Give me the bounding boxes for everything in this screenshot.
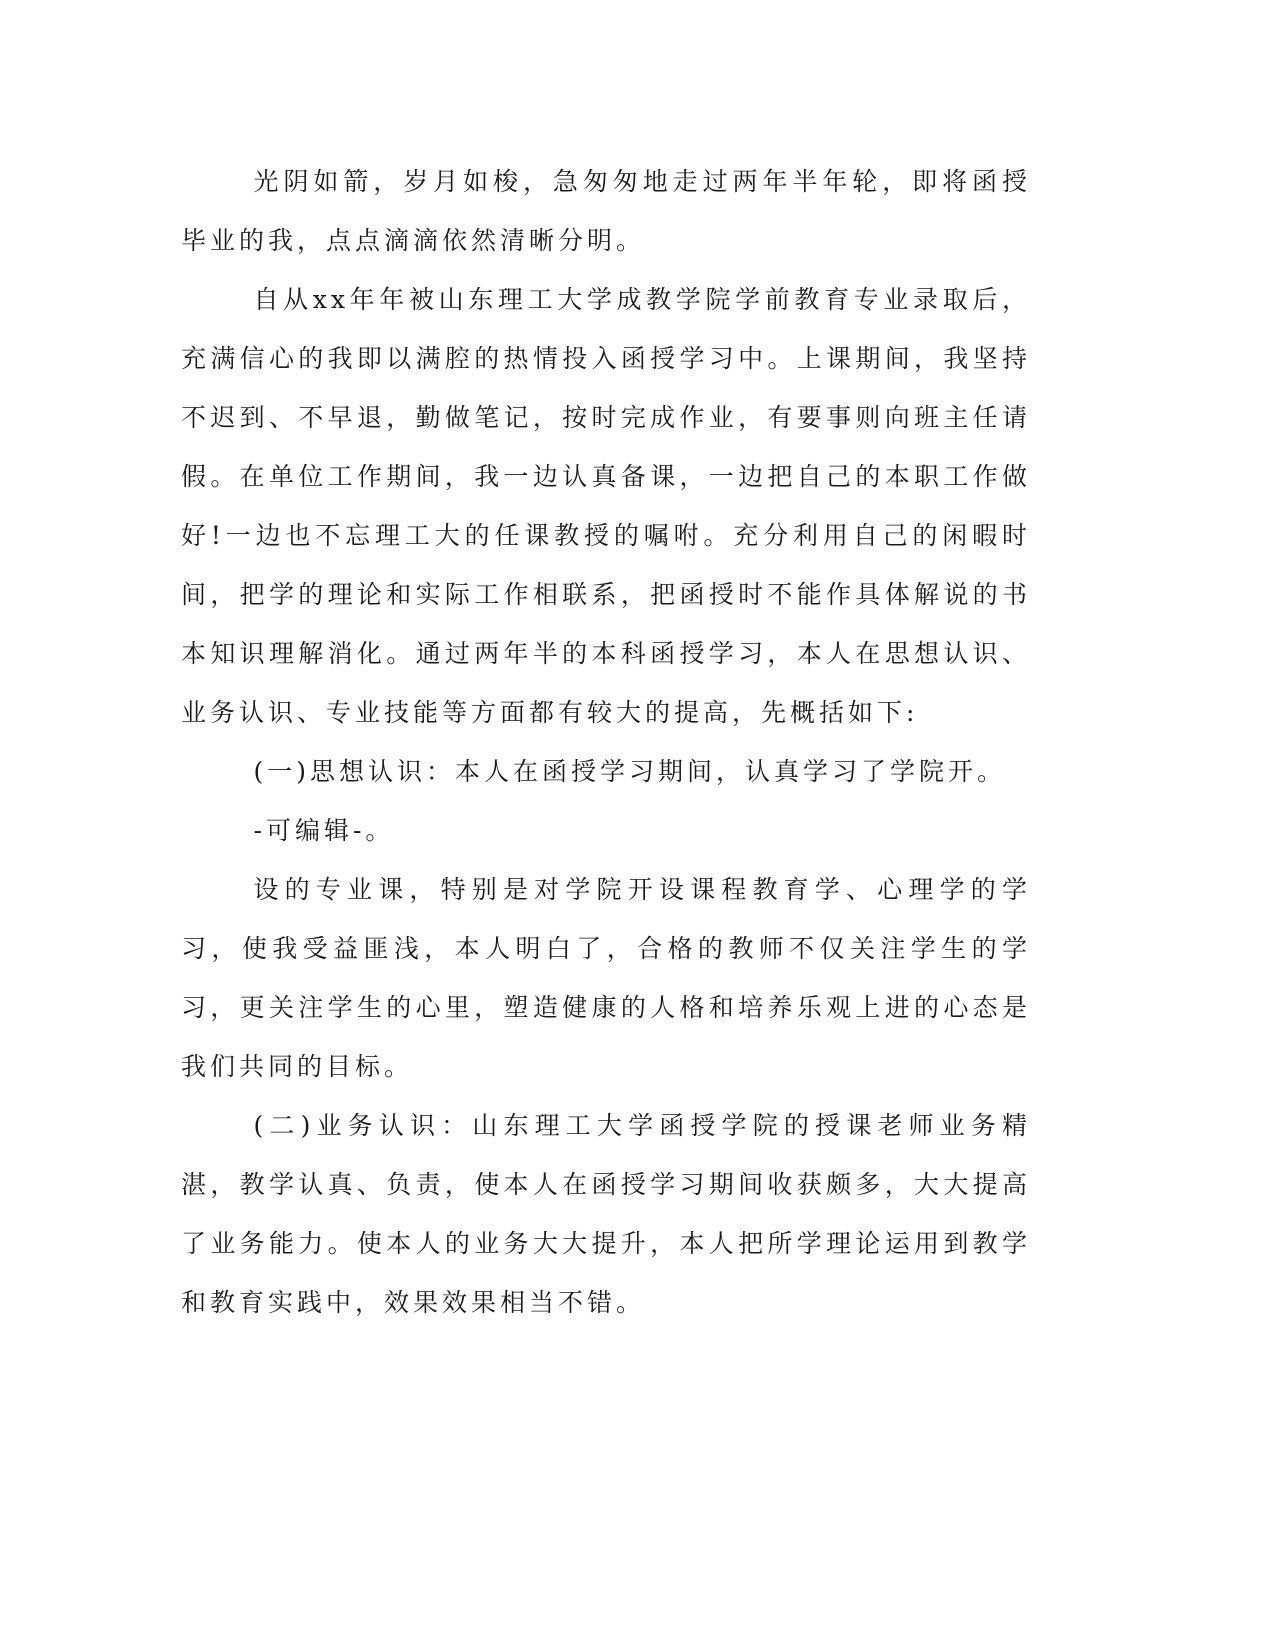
paragraph-intro: 光阴如箭，岁月如梭，急匆匆地走过两年半年轮，即将函授毕业的我，点点滴滴依然清晰分明。: [181, 167, 1031, 255]
paragraph-courses: 设的专业课，特别是对学院开设课程教育学、心理学的学习，使我受益匪浅，本人明白了，合格的教师不仅关注学生的学习，更关注学生的心里，塑造健康的人格和培养乐观上进的心态是我们共同的目标。: [181, 875, 1031, 1081]
paragraph-enrollment: 自从xx年年被山东理工大学成教学院学前教育专业录取后，充满信心的我即以满腔的热情投入函授学习中。上课期间，我坚持不迟到、不早退，勤做笔记，按时完成作业，有要事则向班主任请假。在单位工作期间，我一边认真备课，一边把自己的本职工作做好!一边也不忘理工大的任课教授的嘱咐。充分利用自己的闲暇时间，把学的理论和实际工作相联系，把函授时不能作具体解说的书本知识理解消化。通过两年半的本科函授学习，本人在思想认识、业务认识、专业技能等方面都有较大的提高，先概括如下:: [181, 285, 1031, 727]
paragraph-editable-note: -可编辑-。: [253, 816, 395, 845]
paragraph-ideology: (一)思想认识：本人在函授学习期间，认真学习了学院开。: [253, 757, 1007, 786]
document-body: [181, 152, 1031, 1332]
paragraph-business: (二)业务认识：山东理工大学函授学院的授课老师业务精湛，教学认真、负责，使本人在函授学习期间收获颇多，大大提高了业务能力。使本人的业务大大提升，本人把所学理论运用到教学和教育实践中，效果效果相当不错。: [181, 1111, 1031, 1317]
